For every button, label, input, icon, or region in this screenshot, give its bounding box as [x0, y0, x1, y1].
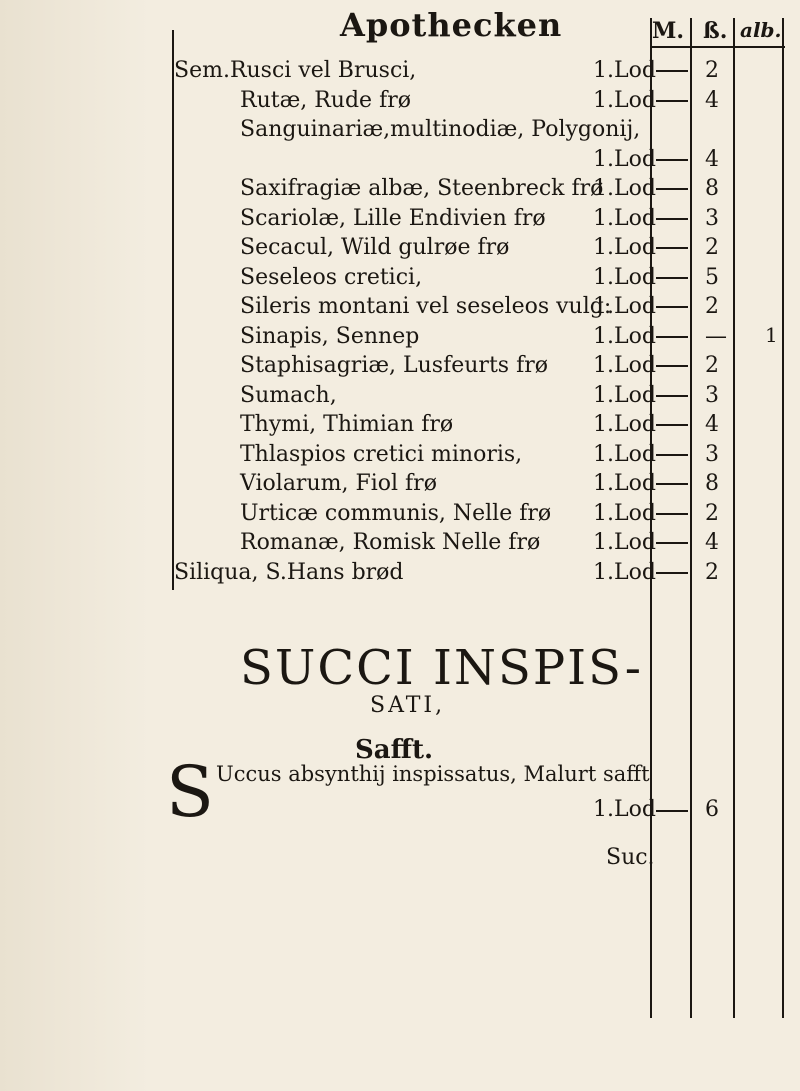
lot-value: 2: [705, 235, 719, 260]
price-dash: [656, 188, 688, 190]
price-dash: [656, 454, 688, 456]
unit-cell: 1.Lod: [593, 324, 656, 349]
unit-cell: 1.Lod: [593, 471, 656, 496]
page-gutter-shadow: [0, 0, 150, 1091]
lot-value: 2: [705, 58, 719, 83]
drug-name: Thlaspios cretici minoris,: [240, 442, 523, 467]
unit-cell: 1.Lod: [593, 412, 656, 437]
lot-value: 4: [705, 530, 719, 555]
price-dash: [656, 100, 688, 102]
drug-name: Saxifragiæ albæ, Steenbreck frø: [240, 176, 604, 201]
price-dash: [656, 424, 688, 426]
price-dash: [656, 306, 688, 308]
column-rule-2: [690, 18, 692, 1018]
lot-value: 5: [705, 265, 719, 290]
drug-name: Romanæ, Romisk Nelle frø: [240, 530, 541, 555]
price-dash: [656, 483, 688, 485]
drug-name: Seseleos cretici,: [240, 265, 423, 290]
price-dash: [656, 70, 688, 72]
lot-value: 3: [705, 206, 719, 231]
lot-value: 4: [705, 147, 719, 172]
drug-name: Sumach,: [240, 383, 337, 408]
catchword: Suc.: [606, 845, 655, 870]
price-dash: [656, 572, 688, 574]
lot-value: 2: [705, 560, 719, 585]
lot-value: 3: [705, 383, 719, 408]
price-dash: [656, 542, 688, 544]
unit-cell: 1.Lod: [593, 265, 656, 290]
drug-name: Urticæ communis, Nelle frø: [240, 501, 552, 526]
price-dash: [656, 513, 688, 515]
drug-name: Secacul, Wild gulrøe frø: [240, 235, 510, 260]
column-head-s: ß.: [703, 18, 728, 44]
section-entry-unit: 1.Lod: [593, 797, 656, 822]
unit-cell: 1.Lod: [593, 442, 656, 467]
lot-value: 2: [705, 353, 719, 378]
section-entry-dash: [656, 810, 688, 812]
column-rule-4: [782, 18, 784, 1018]
drug-name: Sem.Rusci vel Brusci,: [174, 58, 417, 83]
lot-value: 2: [705, 501, 719, 526]
lot-value: 2: [705, 294, 719, 319]
unit-cell: 1.Lod: [593, 353, 656, 378]
unit-cell: 1.Lod: [593, 530, 656, 555]
unit-cell: 1.Lod: [593, 88, 656, 113]
lot-value: —: [705, 324, 727, 349]
page-header: Apothecken: [340, 6, 563, 44]
column-rule-3: [733, 18, 735, 1018]
alb-value: 1: [765, 323, 778, 347]
drop-capital: S: [166, 751, 214, 833]
price-dash: [656, 395, 688, 397]
section-title-line2: SATI,: [370, 693, 446, 718]
drug-name: Rutæ, Rude frø: [240, 88, 411, 113]
drug-name: Sileris montani vel seseleos vulg:: [240, 294, 612, 319]
price-dash: [656, 277, 688, 279]
section-entry-lot: 6: [705, 797, 719, 822]
header-rule: [650, 46, 785, 48]
lot-value: 8: [705, 471, 719, 496]
drug-name: Sinapis, Sennep: [240, 324, 420, 349]
unit-cell: 1.Lod: [593, 206, 656, 231]
section-title-line1: SUCCI INSPIS-: [240, 640, 643, 696]
drug-name: Thymi, Thimian frø: [240, 412, 454, 437]
unit-cell: 1.Lod: [593, 235, 656, 260]
unit-cell: 1.Lod: [593, 147, 656, 172]
drug-name: Siliqua, S.Hans brød: [174, 560, 404, 585]
drug-name: Scariolæ, Lille Endivien frø: [240, 206, 546, 231]
price-dash: [656, 159, 688, 161]
section-title: [240, 640, 643, 696]
section-entry: Uccus absynthij inspissatus, Malurt safft: [216, 762, 650, 786]
column-head-m: M.: [652, 18, 685, 44]
lot-value: 3: [705, 442, 719, 467]
drug-name: Staphisagriæ, Lusfeurts frø: [240, 353, 548, 378]
price-dash: [656, 218, 688, 220]
price-dash: [656, 336, 688, 338]
lot-value: 4: [705, 412, 719, 437]
unit-cell: 1.Lod: [593, 383, 656, 408]
column-head-alb: alb.: [740, 18, 782, 42]
left-border-rule: [172, 30, 174, 590]
unit-cell: 1.Lod: [593, 501, 656, 526]
lot-value: 4: [705, 88, 719, 113]
unit-cell: 1.Lod: [593, 176, 656, 201]
unit-cell: 1.Lod: [593, 58, 656, 83]
unit-cell: 1.Lod: [593, 560, 656, 585]
lot-value: 8: [705, 176, 719, 201]
section-subtitle: Safft.: [355, 735, 434, 765]
drug-name: Sanguinariæ,multinodiæ, Polygonij,: [240, 117, 641, 142]
price-dash: [656, 365, 688, 367]
price-dash: [656, 247, 688, 249]
drug-name: Violarum, Fiol frø: [240, 471, 437, 496]
unit-cell: 1.Lod: [593, 294, 656, 319]
